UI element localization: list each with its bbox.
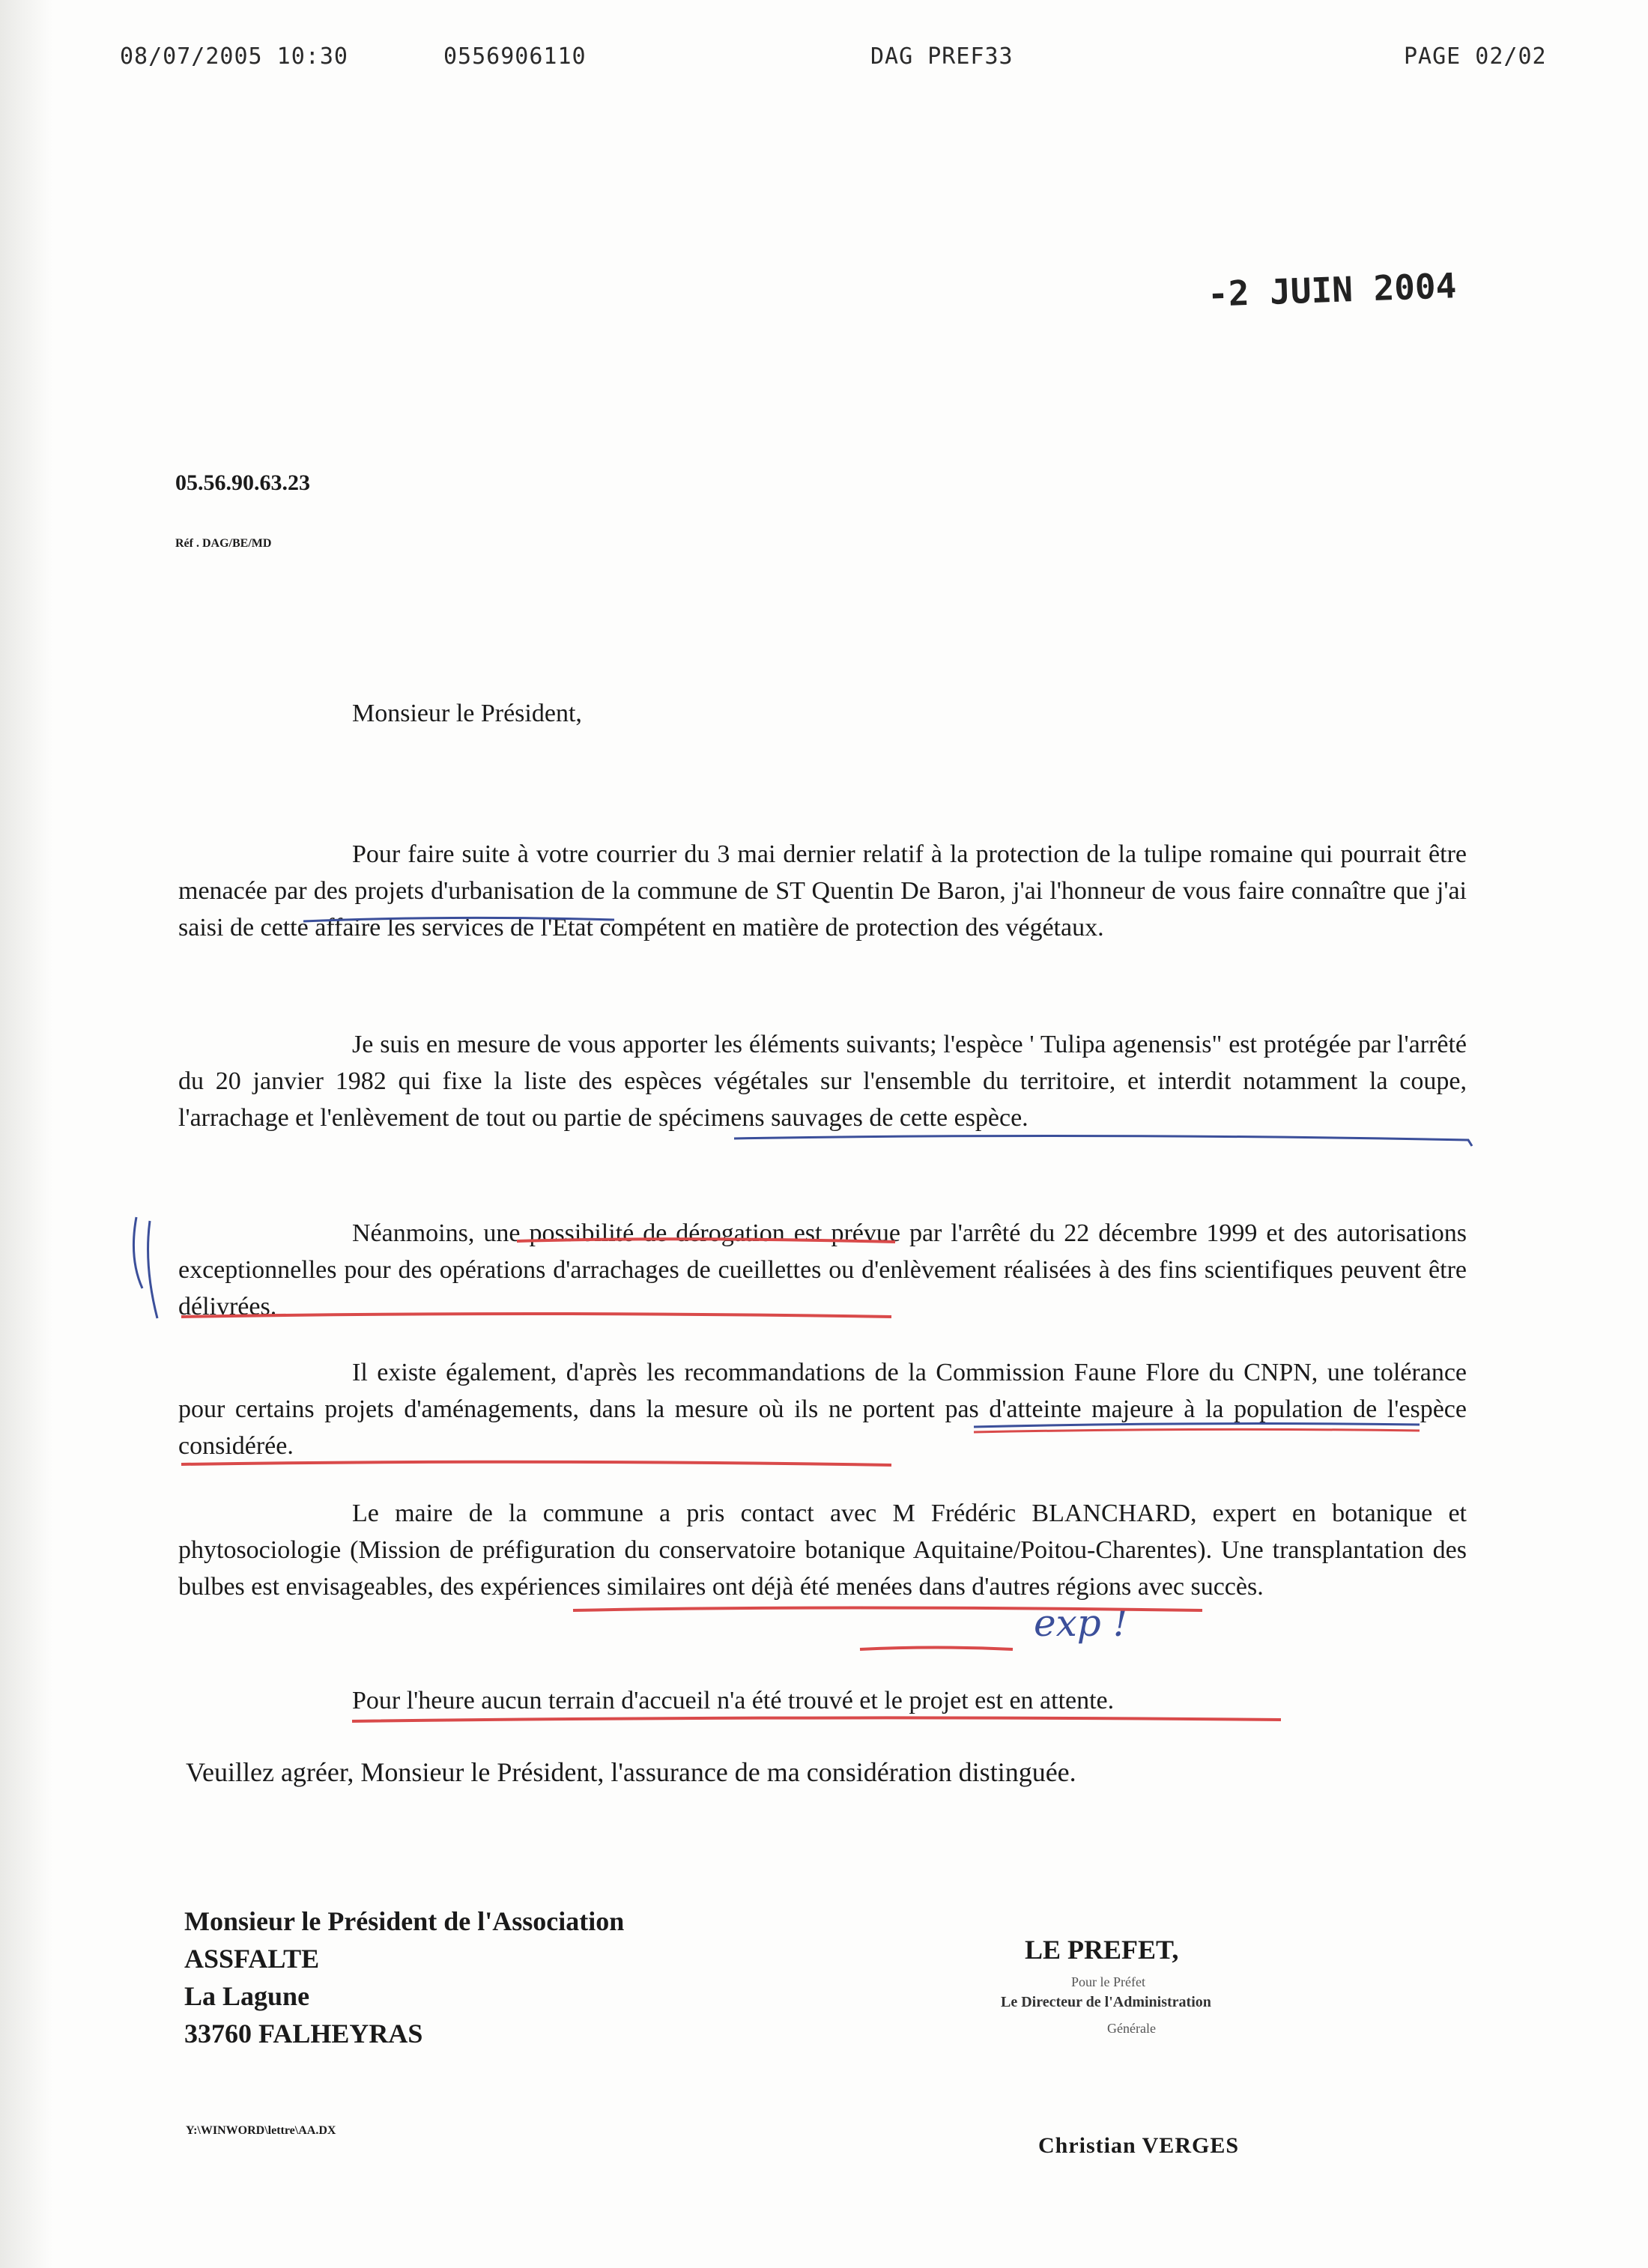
paragraph-4: Il existe également, d'après les recommandations de la Commission Faune Flore du CNPN, une tolérance pour certains projets d'aménagements, dans la mesure où ils ne portent pas d'atteinte majeure à la population de l'espèce considérée. [178,1359,1467,1460]
paragraph-1: Pour faire suite à votre courrier du 3 mai dernier relatif à la protection de la tulipe romaine qui pourrait être menacée par des projets d'urbanisation de la commune de ST Quentin De Baron, j'ai l'honneur de vous faire connaître que j'ai saisi de cette affaire les services de l'Etat compétent en matière de protection des végétaux. [178,840,1467,942]
recipient-line-4: 33760 FALHEYRAS [184,2019,423,2049]
closing-formula: Veuillez agréer, Monsieur le Président, l'assurance de ma considération distinguée. [186,1757,1076,1787]
salutation: Monsieur le Président, [352,700,582,727]
signature-sub-2: Le Directeur de l'Administration [1001,1994,1211,2010]
scan-edge-shadow [0,0,52,2268]
recipient-line-1: Monsieur le Président de l'Association [184,1906,625,1936]
recipient-address [184,1902,624,2052]
blue-underline-2 [734,1135,1472,1146]
signatory-name: Christian VERGES [1038,2133,1240,2158]
handwritten-note: exp ! [1034,1601,1128,1645]
fax-number: 0556906110 [443,43,587,70]
reference-code: Réf . DAG/BE/MD [175,537,272,550]
recipient-line-3: La Lagune [184,1981,310,2011]
signature-title: LE PREFET, [1025,1935,1179,1965]
signature-sub-3: Générale [1107,2021,1156,2036]
phone-number: 05.56.90.63.23 [175,470,310,495]
fax-page-number: PAGE 02/02 [1404,43,1547,70]
paragraph-3: Néanmoins, une possibilité de dérogation est prévue par l'arrêté du 22 décembre 1999 et des autorisations exceptionnelles pour des opérations d'arrachages de cueillettes ou d'enlèvement réalisées à des fins scientifiques peuvent être délivrées. [178,1219,1467,1321]
paragraph-6: Pour l'heure aucun terrain d'accueil n'a été trouvé et le projet est en attente. [352,1687,1115,1714]
file-path: Y:\WINWORD\lettre\AA.DX [186,2124,336,2137]
margin-bracket-mark [133,1217,157,1318]
date-stamp: -2 JUIN 2004 [1207,265,1458,315]
signature-sub-1: Pour le Préfet [1071,1974,1145,1989]
recipient-line-2: ASSFALTE [184,1944,320,1974]
paragraph-2: Je suis en mesure de vous apporter les éléments suivants; l'espèce ' Tulipa agenensis" est protégée par l'arrêté du 20 janvier 1982 qui fixe la liste des espèces végétales sur l'ensemble du territoire, et interdit notamment la coupe, l'arrachage et l'enlèvement de tout ou partie de spécimens sauvages de cette espèce. [178,1031,1467,1132]
red-underline-5b [860,1648,1013,1650]
paragraph-5: Le maire de la commune a pris contact avec M Frédéric BLANCHARD, expert en botanique et phytosociologie (Mission de préfiguration du conservatoire botanique Aquitaine/Poitou-Charentes). Une transplantation des bulbes est envisageables, des expériences similaires ont déjà été menées dans d'autres régions avec succès. [178,1500,1467,1601]
fax-sender: DAG PREF33 [870,43,1014,70]
fax-datetime: 08/07/2005 10:30 [120,43,348,70]
